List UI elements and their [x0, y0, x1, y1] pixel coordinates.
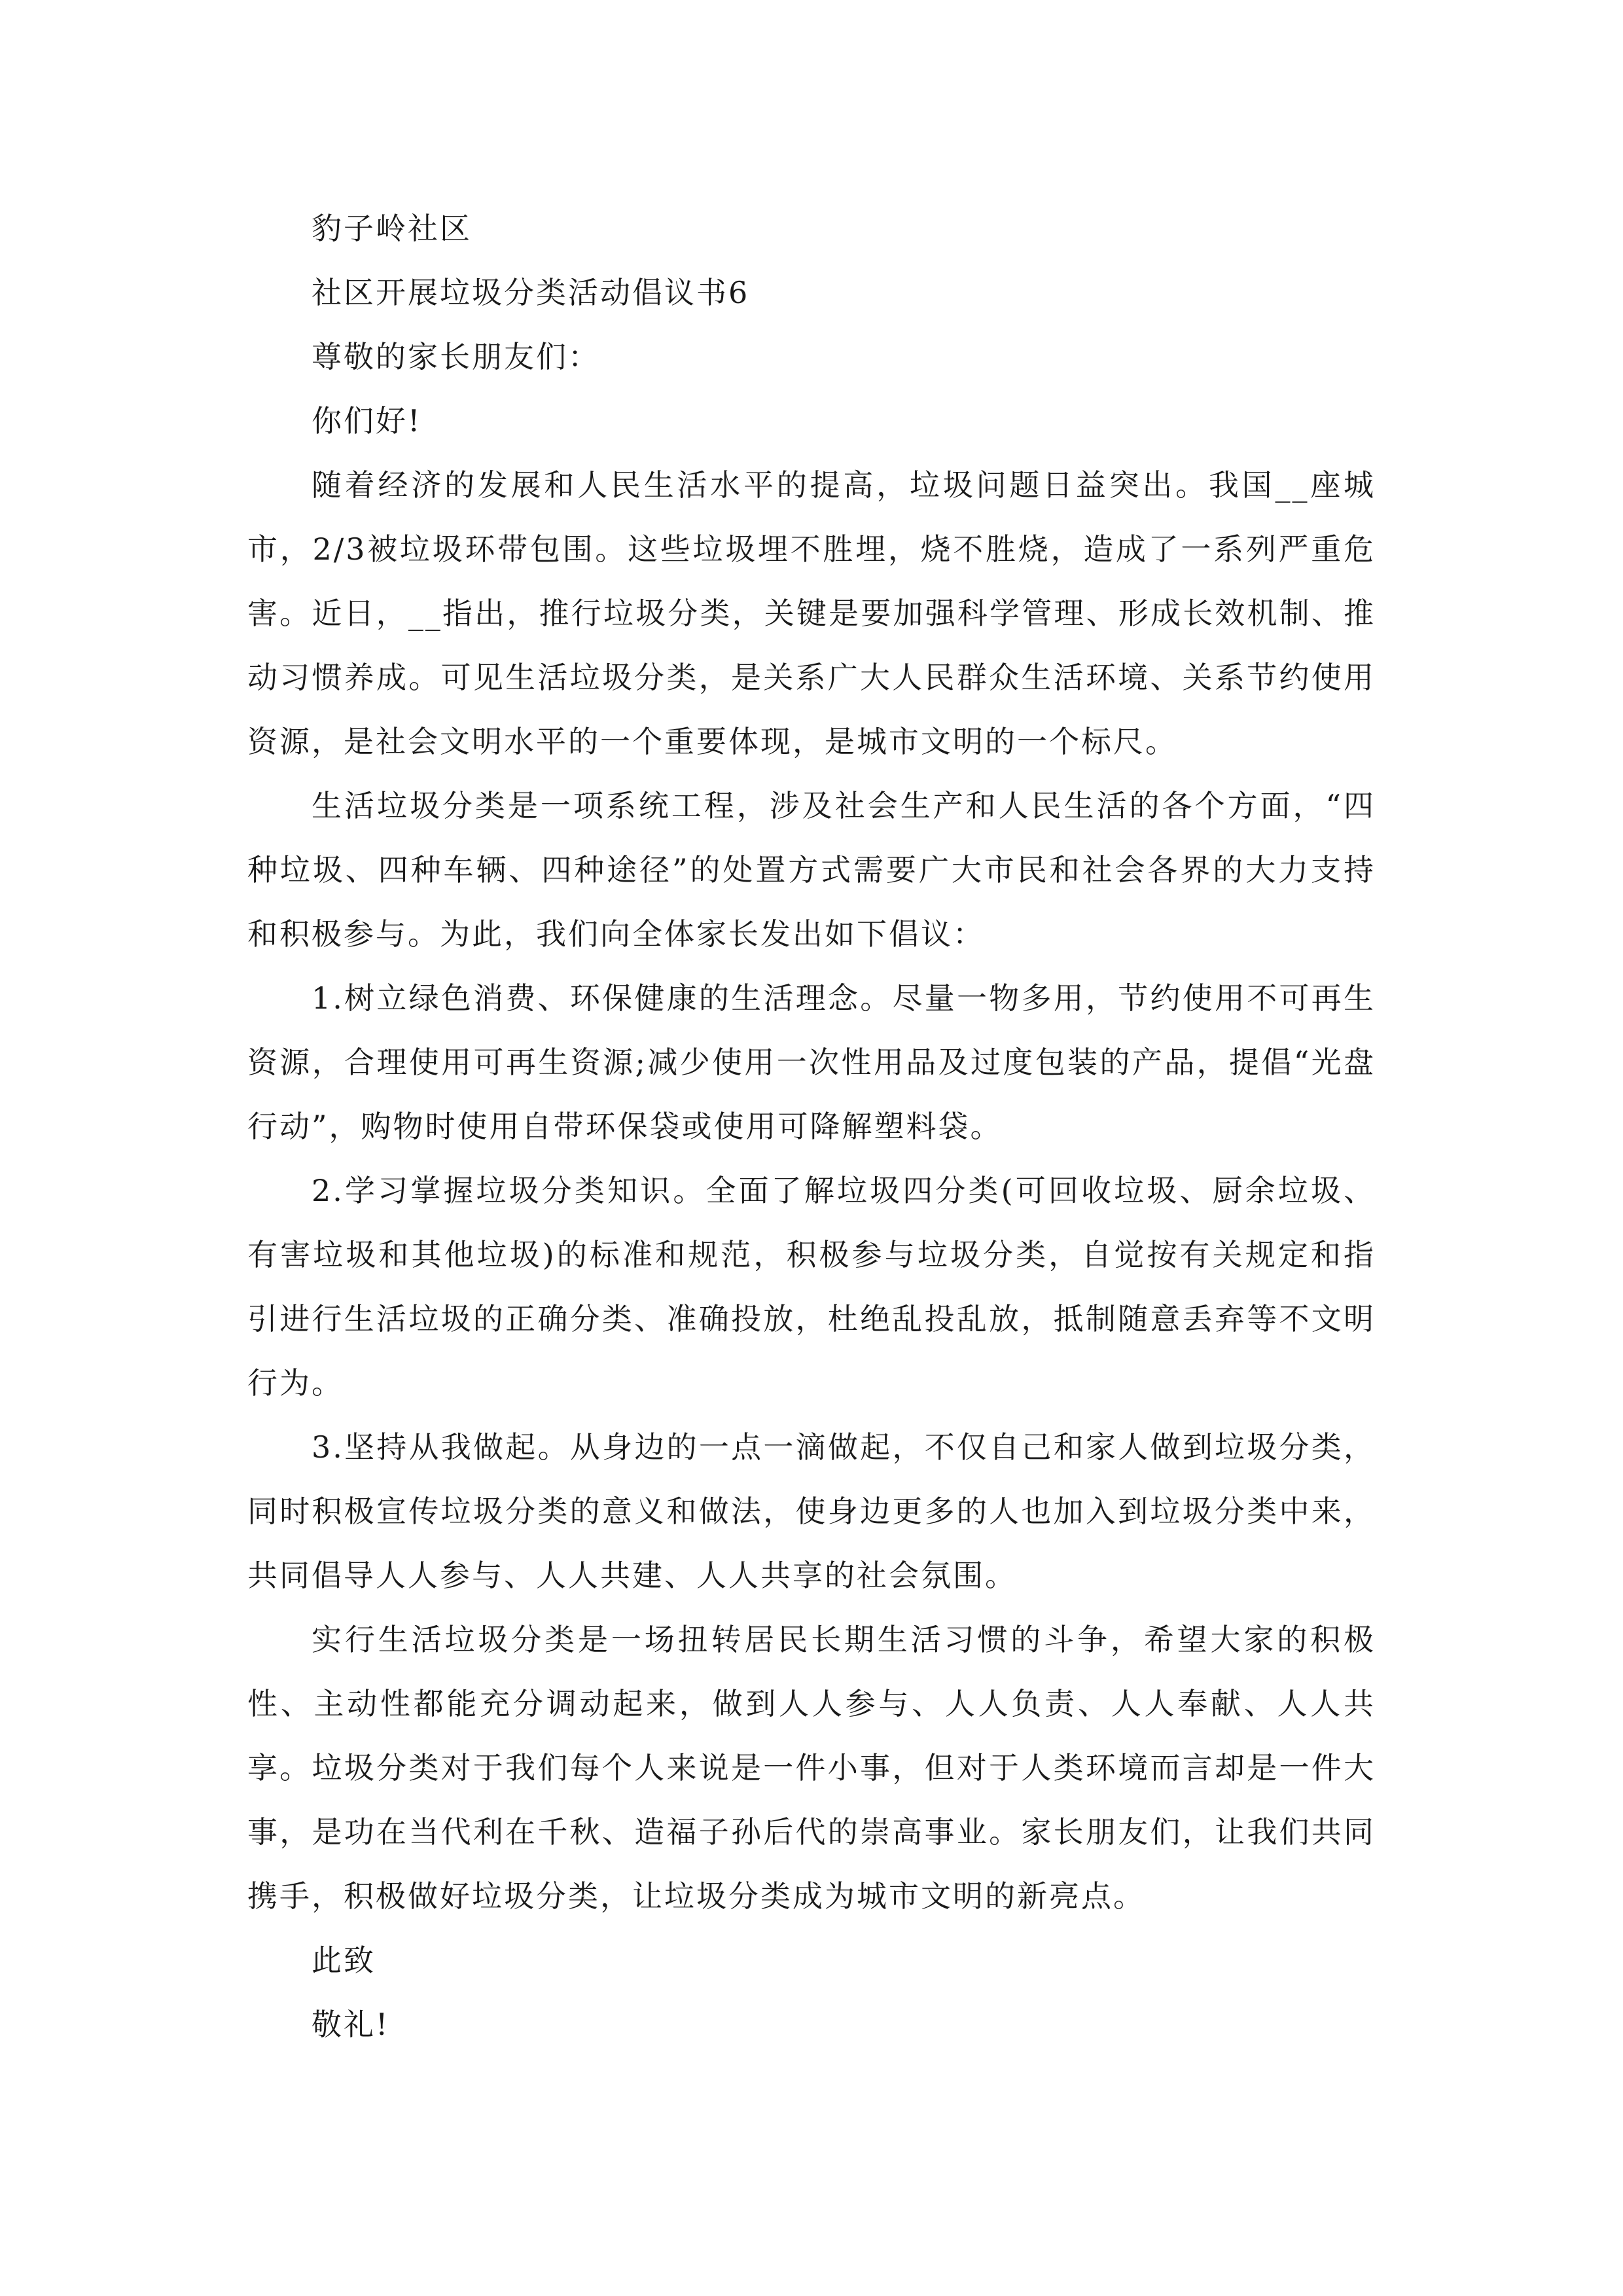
greeting-line: 你们好!: [312, 403, 422, 439]
document-title: 社区开展垃圾分类活动倡议书6: [312, 275, 750, 310]
paragraph-item-1: 1.树立绿色消费、环保健康的生活理念。尽量一物多用，节约使用不可再生资源，合理使用可再生资源;减少使用一次性用品及过度包装的产品，提倡“光盘行动”，购物时使用自带环保袋或使用可降解塑料袋。: [247, 980, 1376, 1144]
paragraph-system: 生活垃圾分类是一项系统工程，涉及社会生产和人民生活的各个方面，“四种垃圾、四种车辆、四种途径”的处置方式需要广大市民和社会各界的大力支持和积极参与。为此，我们向全体家长发出如下倡议：: [247, 788, 1376, 952]
paragraph-item-3: 3.坚持从我做起。从身边的一点一滴做起，不仅自己和家人做到垃圾分类，同时积极宣传垃圾分类的意义和做法，使身边更多的人也加入到垃圾分类中来，共同倡导人人参与、人人共建、人人共享的社会氛围。: [247, 1429, 1376, 1593]
closing-line-2: 敬礼!: [312, 2007, 390, 2042]
document-body: [247, 196, 1376, 2056]
paragraph-item-2: 2.学习掌握垃圾分类知识。全面了解垃圾四分类(可回收垃圾、厨余垃圾、有害垃圾和其他垃圾)的标准和规范，积极参与垃圾分类，自觉按有关规定和指引进行生活垃圾的正确分类、准确投放，杜绝乱投乱放，抵制随意丢弃等不文明行为。: [247, 1173, 1376, 1401]
salutation-line: 尊敬的家长朋友们：: [312, 339, 600, 374]
organization-line: 豹子岭社区: [312, 211, 472, 246]
paragraph-conclusion: 实行生活垃圾分类是一场扭转居民长期生活习惯的斗争，希望大家的积极性、主动性都能充分调动起来，做到人人参与、人人负责、人人奉献、人人共享。垃圾分类对于我们每个人来说是一件小事，但对于人类环境而言却是一件大事，是功在当代利在千秋、造福子孙后代的崇高事业。家长朋友们，让我们共同携手，积极做好垃圾分类，让垃圾分类成为城市文明的新亮点。: [247, 1622, 1376, 1914]
paragraph-intro: 随着经济的发展和人民生活水平的提高，垃圾问题日益突出。我国__座城市，2/3被垃圾环带包围。这些垃圾埋不胜埋，烧不胜烧，造成了一系列严重危害。近日，__指出，推行垃圾分类，关键是要加强科学管理、形成长效机制、推动习惯养成。可见生活垃圾分类，是关系广大人民群众生活环境、关系节约使用资源，是社会文明水平的一个重要体现，是城市文明的一个标尺。: [247, 467, 1376, 759]
closing-line-1: 此致: [312, 1943, 376, 1978]
